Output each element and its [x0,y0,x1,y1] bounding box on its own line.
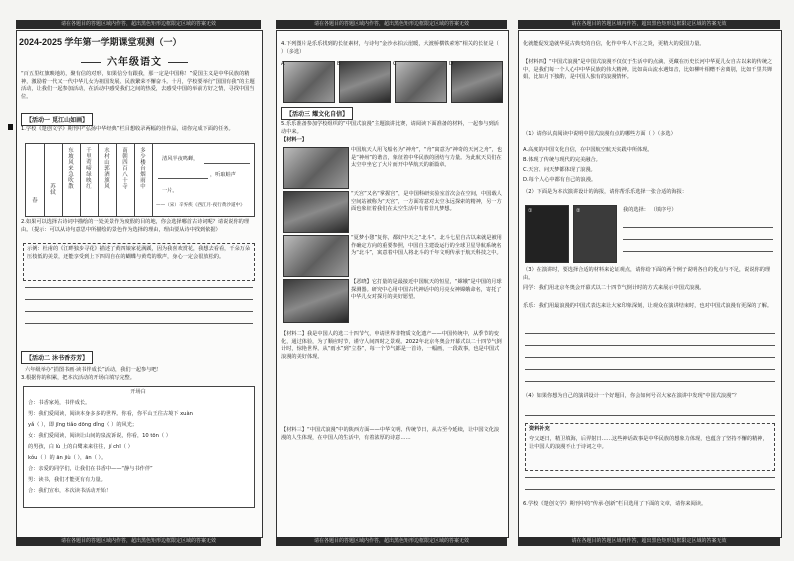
shenzhou-photo [283,147,349,189]
material-1-paragraph: 中国航天人用飞船名为“神舟”，“舟”寓意为“神奇的天河之舟”，也是“神州”的谐音，象征着中华民族的团结与力量。为此航天员们在太空中坐它了大片而开中华航天的新篇章。 [351,147,503,169]
subquestion-3: （3）在演讲时，要选择合适的材料来论证观点，请你给下面的两个例子说明各自的优点与不足，说说你的理由。 [523,267,771,281]
subquestion-2: （2）下面是为本次演讲设计的海报，请你帮乐乐选择一张合适的海报： [523,189,688,195]
poem-line: 水村山郭酒旗风 [104,148,110,190]
material-3-continued: 化就能促发造就华夏古典史的自信，化作中华人不言之炎，更精大的爱国力量。 [523,41,705,47]
poster-label: ① [528,208,533,214]
photo-label: D [449,61,453,67]
poem-title: 春 [32,198,38,204]
grade-subject: 六年级语文 [75,53,194,68]
answer-line[interactable] [525,381,775,382]
activity-2-heading: 【活动二 沐书香芬芳】 [21,351,93,364]
activity-2-intro: 六年级举办“捐图书画·读书伴成长”活动，我们一起参与吧！ [25,367,162,373]
material-3: 【材料三】“中国式浪漫”中的陕西方面——中华文明、传统节日，从古至今延续，让中国文化浪漫的人生体现，在中国人的生活中，有着浓厚的诗意…… [281,427,500,441]
answer-area-banner: 请在各题目的答题区域内作答，超出黑色矩形边框限定区域的答案无效 [518,20,780,29]
question-6: 6.学校《楚创文学》期刊中的“传承·创新”栏目选用了下面的文章，请你来阅读。 [523,501,707,507]
answer-line[interactable] [25,311,253,312]
poem-line: 东坡风来急吹散 [68,148,74,190]
subquestion-4: （4）如果你想为自己的演讲设计一个好题目，你会如何号召大家在演讲中发现“中国式浪漫”？ [523,393,740,399]
option-b[interactable]: B.体现了传统与现代的完美融合。 [523,157,601,163]
answer-line[interactable] [525,489,775,490]
answer-column-2 [276,30,509,538]
activity-3-heading: 【活动三 耀文化自信】 [281,107,353,120]
script-title: 开场白 [130,389,146,395]
answer-line[interactable] [525,333,775,334]
question-3: 3.根据你的积累，把本次活动的开场白填写完整。 [21,375,135,381]
photo-label: C [393,61,397,67]
example-box [23,243,255,281]
resource-title: 资料补充 [529,426,550,432]
answer-line[interactable] [525,357,775,358]
poem-line: 南朝四百八十寺 [122,148,128,190]
option-c[interactable]: C.天宫、问天梦都体现了浪漫。 [523,167,596,173]
answer-area-banner: 请在各题目的答题区域内作答，超出黑色矩形边框限定区域的答案无效 [16,537,261,546]
answer-column-3 [518,30,782,538]
answer-blank[interactable] [158,178,208,179]
script-line: 的男孩，白 lù 上的白鹭来来往往，jí chī（ ） [28,444,133,450]
question-4: 4.下列图片是乐乐找到的长征素材，与诗句“金沙水拍云崖暖，大渡桥横铁索寒”相关的长征是（ ）（多选） [281,41,499,55]
material-1-paragraph: “夏梦小憩”复你，都好中天之“北斗”。北斗七星自古以来就是被用作确定方向的重要参照，中国自主建设运行的全球卫星导航系统名为“北斗”，寓意着中国人将北斗的千年文明传承于航天科技之中。 [351,235,502,257]
answer-area-banner: 请在各题目的答题区域内作答，超出黑色矩形边框限定区域的答案无效 [276,537,507,546]
photo-label: B [337,61,341,67]
answer-line[interactable] [525,345,775,346]
dialogue-line: 乐乐：我们用最浪漫的中国式表达来让大家印象深刻，让观众在演讲结束时，也对中国式浪漫有更深的了解。 [523,303,773,309]
poem-author: 苏轼 [50,184,56,196]
poem-blank-line-3: 一片。 [162,188,178,194]
poster-option-1[interactable] [525,205,569,263]
answer-area-banner: 请在各题目的答题区域内作答，超出黑色矩形边框限定区域的答案无效 [518,537,780,546]
script-line: 女：我们爱阅读，阅读让山间的泉流诉说，你看，10 tōn（ ） [28,433,171,439]
question-5: 5.乐乐准备参加学校组织的“中国式浪漫”主题演讲比赛，请阅读下面准备的材料，一起参与到活动中来。 [281,121,499,135]
script-line: 男：读书，我们才能更有有力量。 [28,477,106,483]
answer-line[interactable] [25,299,253,300]
option-a[interactable]: A.高度的中国文化自信，在中国航空航天实践中所体现。 [523,147,653,153]
answer-line[interactable] [623,239,773,240]
answer-line[interactable] [623,251,773,252]
script-line: yǎ（ ），即 jīng tiǎo dōng dǐng（ ）的风光； [28,422,138,428]
material-4: 【材料四】“中国式浪漫”是中国式浪漫不仅仅于生活中的点滴，更藏在历史长河中华夏儿女自古以来的传统之中，是我们每一个人心中中华民族的伟大精神。比如高山流水遇知音，比如柳叶相赠不舍离别，比如千里共婵娟，比如月下独酌，是中国人独有的浪漫情怀。 [523,59,773,81]
answer-column-1 [16,30,263,538]
question-1: 1.学校《楚创文学》期刊中“弘扬中华经典”栏目想收录两幅的佳作品，请你完成下面的任务。 [21,126,234,132]
answer-area-banner: 请在各题目的答题区域内作答，超出黑色矩形边框限定区域的答案无效 [276,20,507,29]
example-text: 示例：杜甫的《江畔独步寻花》描述了黄四娘家花满蹊，因为我喜欢赏花，我想去看看，千朵万朵压枝低的美景，还能享受到上下四周自在的蝴蝶与黄莺的歌声，身心一定会很放松的。 [27,246,251,260]
photo-option-a[interactable] [283,61,335,103]
script-line: kǒu（ ）的 ān jiù（ ），ān（ ）。 [28,455,107,461]
answer-area-banner: 请在各题目的答题区域内作答，超出黑色矩形边框限定区域的答案无效 [16,20,261,29]
tiangong-photo [283,191,349,233]
subquestion-1: （1）请你认真阅读中说明中国式浪漫有点的哪些方面（ ）（多选） [523,131,676,137]
poem-source: ——（宋）辛弃疾《西江月·夜行黄沙道中》 [156,203,245,208]
answer-line[interactable] [525,369,775,370]
script-line: 合：书香家苑，书伴成长。 [28,400,91,406]
answer-blank[interactable] [204,163,250,164]
alignment-marker [8,124,13,130]
beidou-photo [283,235,349,277]
poem-blank-line-2: ，听取蛙声 [210,172,236,178]
script-line: 男：我们爱阅读，阅读本身多多的世界。你看，你平山王往古境下 xuàn [28,411,193,417]
change-probe-photo [283,279,349,323]
poem-line: 多少楼台烟雨中 [140,148,146,190]
answer-line[interactable] [525,477,775,478]
material-1-label: 【材料一】 [281,137,307,143]
exam-title: 2024-2025 学年第一学期课堂观测（一） [19,37,182,47]
dialogue-line: 同学：我们用北京冬奥会开幕式以二十四节气倒计时的方式来展示中国式浪漫。 [523,285,705,291]
script-line: 合：亲爱的同学们，让我们在书香中——“静与书作伴” [28,466,153,472]
answer-line[interactable] [623,227,773,228]
activity-1-heading: 【活动一 觅江山如画】 [21,113,93,126]
question-2: 2.如果可以选择古诗词中描绘的一处美景作为度假的目的地，你会选择哪首古诗词呢？请说说你的理由。（提示：可以从诗句意思中所描绘的景色作为选择的理由，理由要从诗中找到依据） [21,219,250,233]
resource-text: 夸父逐日，精卫填海，后羿射日……这些神话故事是中华民族的想象力体现，也蕴含了坚持不懈的精神，让中国人的浪漫不止于诗词之中。 [529,436,768,450]
photo-option-d[interactable] [451,61,503,103]
material-1-paragraph: “天宫”又名“掌握宫”，是中国科研实验室首次会在空间，中国载人空间站被称为“天宫”，一方面寄意对太空永远探索的精神，另一方面也象征着我们在太空生活中有着非凡梦想。 [351,191,502,213]
choice-prompt: 我的选择： （填序号） [623,207,677,213]
opening-script-box [23,386,255,508]
photo-option-b[interactable] [339,61,391,103]
poem-line: 千里莺啼绿映红 [86,148,92,190]
poem-table [25,143,255,217]
material-2: 【材料二】我是中国人的选二十四节气，申请世界非物质文化遗产——中国传统中，从季节的变化，通过体验，为了顺应时节，谨守人间四时之景观。2022年北京冬奥会开幕式以二十四节气倒计时，惊艳世界。从“雨水”到“立春”，每一个节气都是一首诗，一幅画，一段故事，也是中国式浪漫的美好体现。 [281,331,502,360]
answer-line[interactable] [25,287,253,288]
answer-line[interactable] [25,323,253,324]
poster-option-2[interactable] [573,205,617,263]
poem-blank-line-1: 清风半夜鸣蝉， [162,156,199,162]
material-1-paragraph: 【恶晓】它打量的是最接近中国航天的恒星，“嫦娥”是中国的月球探测器。研究中心用中国古代神话中的月亮女神嫦娥命名，寄托了中华儿女对探月的美好愿望。 [351,279,502,301]
intro-paragraph: “百五里红旗映地坊，聚有信的对形，如果信分有跟我，那一定是中国称！”爱国主义是中华民族的精神，激励着一代又一代中华儿女为祖国发展、民族繁荣不懈奋斗。十月，学校要举行“国国有我”的主题活动，让我们一起参加活动，在活动中感受我们之间的热爱，去感受中国的举前方好之情，寻找中国当位。 [21,71,255,100]
resource-box [525,423,775,471]
answer-line[interactable] [525,415,775,416]
photo-label: A [281,61,285,67]
script-line: 合：我们宣布，本次读书活动开始！ [28,488,112,494]
poster-label: ② [576,208,581,214]
photo-option-c[interactable] [395,61,447,103]
option-d[interactable]: D.每个人心中都有自己的浪漫。 [523,177,597,183]
